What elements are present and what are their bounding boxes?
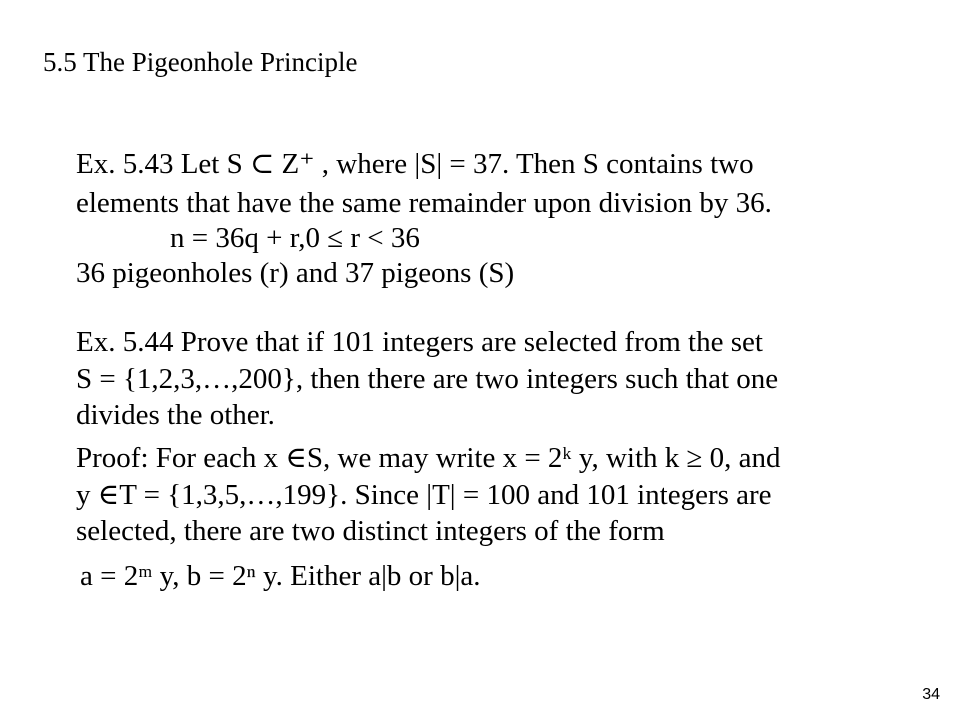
division-equation: n = 36q + r,0 ≤ r < 36 <box>170 222 420 254</box>
slide-title: 5.5 The Pigeonhole Principle <box>43 47 358 77</box>
example-5-44-statement-line-3: divides the other. <box>76 399 275 431</box>
proof-line-4: a = 2ᵐ y, b = 2ⁿ y. Either a|b or b|a. <box>80 560 481 592</box>
example-5-44-statement-line-2: S = {1,2,3,…,200}, then there are two integers such that one <box>76 363 779 395</box>
pigeonhole-summary: 36 pigeonholes (r) and 37 pigeons (S) <box>76 257 515 289</box>
example-5-44-statement-line-1: Ex. 5.44 Prove that if 101 integers are selected from the set <box>76 326 763 358</box>
proof-line-1: Proof: For each x ∈S, we may write x = 2ᵏ y, with k ≥ 0, and <box>76 442 781 474</box>
proof-line-2: y ∈T = {1,3,5,…,199}. Since |T| = 100 and 101 integers are <box>76 479 772 511</box>
page-number: 34 <box>922 686 940 703</box>
example-5-43-statement-line-2: elements that have the same remainder upon division by 36. <box>76 187 772 219</box>
proof-line-3: selected, there are two distinct integers of the form <box>76 515 665 547</box>
example-5-43-statement-line-1: Ex. 5.43 Let S ⊂ Z⁺ , where |S| = 37. Then S contains two <box>76 148 754 180</box>
